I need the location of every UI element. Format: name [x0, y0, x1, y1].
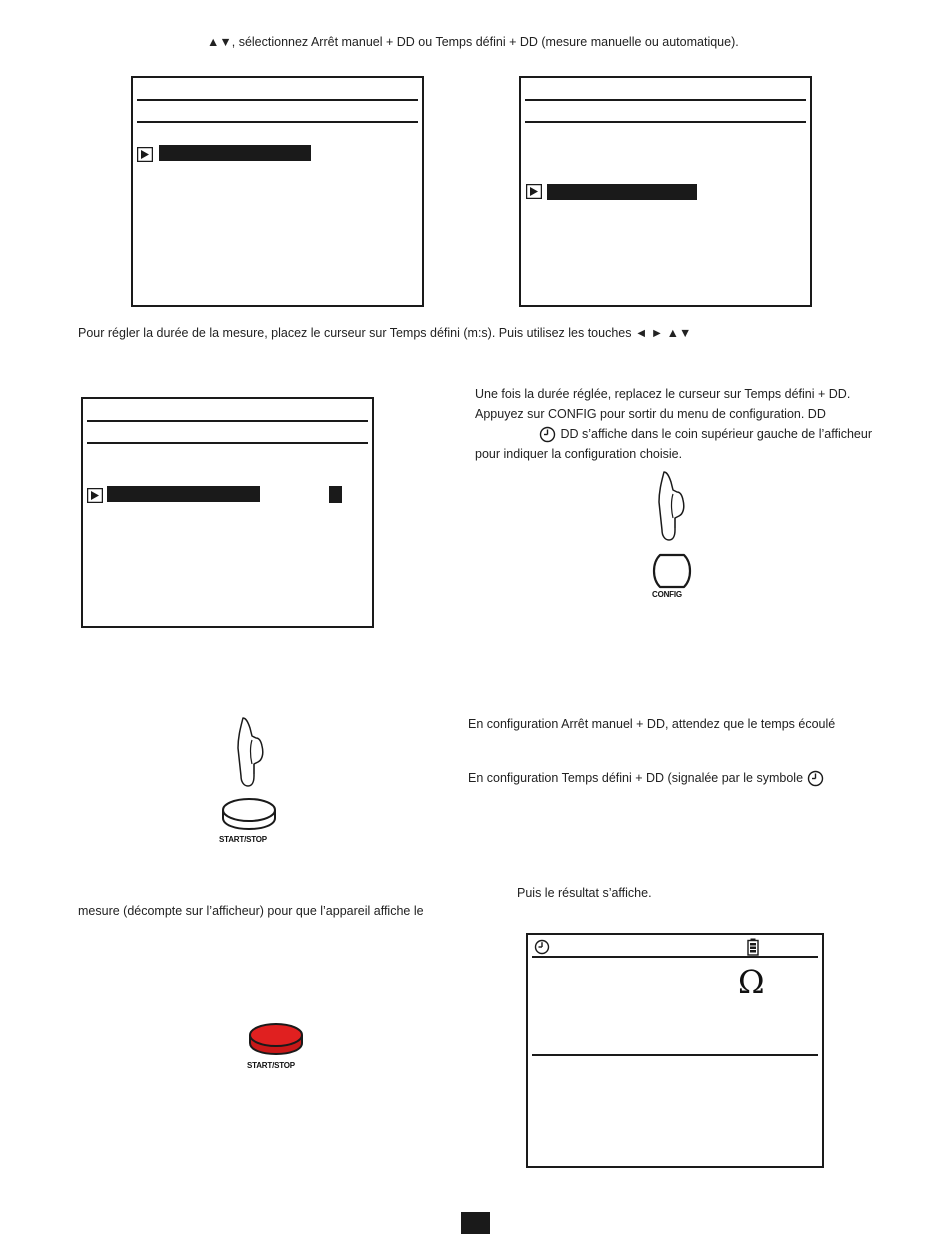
instruction-result: Puis le résultat s’affiche. [517, 886, 652, 900]
paragraph-line: pour indiquer la configuration choisie. [475, 447, 683, 461]
start-stop-active-button-icon[interactable] [247, 1021, 305, 1057]
clock-icon [539, 426, 556, 443]
instruction-set-duration: Pour régler la durée de la mesure, placez le curseur sur Temps défini (m:s). Puis utilisez les touches ◄ ► ▲▼ [78, 326, 692, 340]
lcd-divider [137, 121, 418, 123]
selected-menu-item [107, 486, 260, 502]
paragraph-line: Appuyez sur CONFIG pour sortir du menu de configuration. DD [475, 407, 826, 421]
config-button-icon[interactable] [652, 553, 692, 589]
instruction-manual-config: En configuration Arrêt manuel + DD, attendez que le temps écoulé [468, 717, 836, 731]
clock-icon [534, 939, 550, 955]
page-number-tab [461, 1212, 490, 1234]
lcd-screen-duration [81, 397, 374, 628]
start-stop-button-icon[interactable] [220, 796, 278, 832]
cursor-arrow-icon [526, 184, 542, 199]
cursor-arrow-icon [87, 488, 103, 503]
pointing-hand-icon [234, 716, 266, 792]
lcd-divider [87, 442, 368, 444]
pointing-hand-icon [655, 470, 687, 546]
instruction-after-duration [475, 384, 872, 464]
config-button-label: CONFIG [652, 590, 682, 599]
instruction-select-mode: ▲▼, sélectionnez Arrêt manuel + DD ou Temps défini + DD (mesure manuelle ou automatique). [207, 35, 739, 49]
paragraph-line: Une fois la durée réglée, replacez le curseur sur Temps défini + DD. [475, 387, 851, 401]
lcd-screen-timed [519, 76, 812, 307]
edit-cursor-block [329, 486, 342, 503]
lcd-screen-manual-stop [131, 76, 424, 307]
ohm-unit: Ω [738, 963, 765, 1001]
start-stop-button-label: START/STOP [219, 835, 267, 844]
selected-menu-item [547, 184, 697, 200]
lcd-divider [87, 420, 368, 422]
lcd-divider [532, 1054, 818, 1056]
instruction-text: En configuration Temps défini + DD (signalée par le symbole [468, 771, 804, 785]
battery-icon [747, 938, 759, 956]
lcd-screen-result [526, 933, 824, 1168]
lcd-divider [525, 99, 806, 101]
instruction-timed-config [468, 768, 824, 788]
lcd-divider [532, 956, 818, 958]
instruction-countdown: mesure (décompte sur l’afficheur) pour que l’appareil affiche le [78, 904, 424, 918]
paragraph-text: DD s’affiche dans le coin supérieur gauche de l’afficheur [560, 427, 872, 441]
start-stop-active-button-label: START/STOP [247, 1061, 295, 1070]
clock-icon [807, 770, 824, 787]
cursor-arrow-icon [137, 147, 153, 162]
paragraph-line [475, 424, 872, 444]
selected-menu-item [159, 145, 311, 161]
lcd-divider [137, 99, 418, 101]
lcd-divider [525, 121, 806, 123]
